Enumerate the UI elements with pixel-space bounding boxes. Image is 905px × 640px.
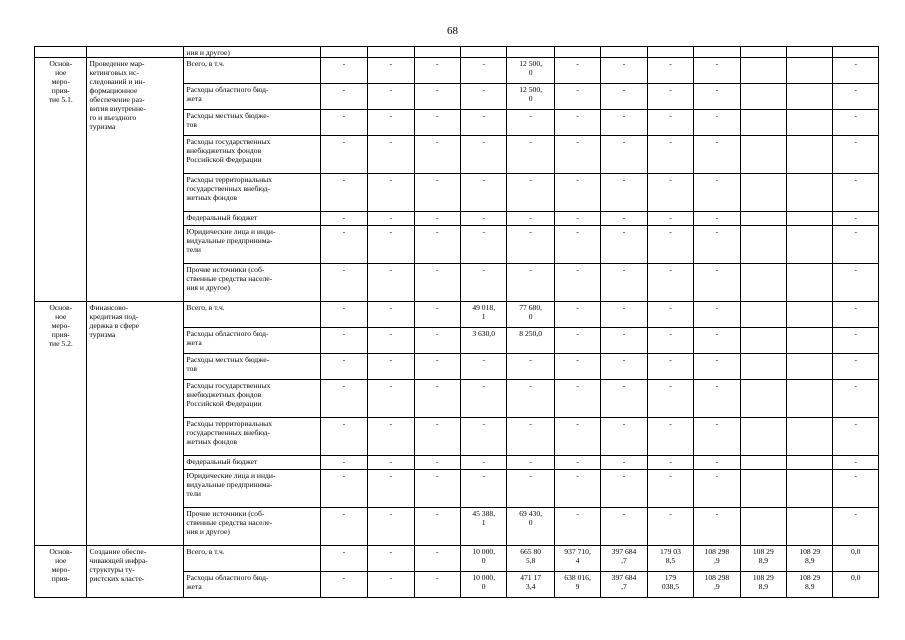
funding-source-cell: Расходы областного бюд- жета <box>184 84 320 110</box>
value-cell <box>740 456 786 470</box>
value-cell: 77 680, 0 <box>507 302 554 328</box>
value-cell: - <box>554 470 600 508</box>
value-cell <box>740 302 786 328</box>
value-cell: - <box>833 354 879 380</box>
value-cell: - <box>320 508 367 546</box>
funding-table-body <box>35 47 879 598</box>
value-cell: - <box>320 354 367 380</box>
funding-source-cell: Расходы областного бюд- жета <box>184 328 320 354</box>
value-cell: 108 298 ,9 <box>694 546 740 572</box>
value-cell: - <box>320 58 367 84</box>
value-cell: - <box>460 84 506 110</box>
value-cell: - <box>368 508 414 546</box>
value-cell: 179 038,5 <box>647 572 693 598</box>
value-cell: - <box>507 226 554 264</box>
value-cell: - <box>647 212 693 226</box>
value-cell: 69 430, 0 <box>507 508 554 546</box>
value-cell: - <box>554 328 600 354</box>
value-cell: - <box>368 380 414 418</box>
value-cell <box>787 456 833 470</box>
value-cell: - <box>368 418 414 456</box>
value-cell: - <box>414 470 460 508</box>
value-cell: - <box>368 212 414 226</box>
value-cell: - <box>694 328 740 354</box>
value-cell: - <box>554 380 600 418</box>
value-cell: - <box>694 212 740 226</box>
value-cell <box>740 354 786 380</box>
value-cell: - <box>601 226 647 264</box>
value-cell: - <box>833 136 879 174</box>
value-cell: - <box>694 110 740 136</box>
value-cell: - <box>601 302 647 328</box>
value-cell: - <box>414 572 460 598</box>
value-cell: - <box>320 418 367 456</box>
value-cell: - <box>368 110 414 136</box>
value-cell: - <box>833 470 879 508</box>
value-cell: - <box>414 302 460 328</box>
value-cell: - <box>368 174 414 212</box>
value-cell: - <box>694 136 740 174</box>
value-cell: - <box>601 470 647 508</box>
value-cell <box>740 264 786 302</box>
value-cell: - <box>647 380 693 418</box>
value-cell: - <box>554 174 600 212</box>
value-cell: - <box>460 470 506 508</box>
value-cell: - <box>320 328 367 354</box>
activity-name-cell: Создание обеспе- чивающей инфра- структуры ту- ристских класте- <box>87 546 184 598</box>
funding-source-cell: Всего, в т.ч. <box>184 546 320 572</box>
value-cell <box>787 470 833 508</box>
value-cell: - <box>833 508 879 546</box>
value-cell: 12 500, 0 <box>507 58 554 84</box>
funding-source-cell: Юридические лица и инди- видуальные предпринима- тели <box>184 470 320 508</box>
value-cell: - <box>554 84 600 110</box>
value-cell: - <box>368 264 414 302</box>
value-cell: - <box>320 110 367 136</box>
value-cell: - <box>601 264 647 302</box>
value-cell: - <box>414 328 460 354</box>
value-cell: - <box>833 174 879 212</box>
value-cell: - <box>320 572 367 598</box>
value-cell: - <box>554 354 600 380</box>
value-cell: - <box>833 328 879 354</box>
value-cell <box>787 264 833 302</box>
funding-table <box>34 46 879 598</box>
value-cell: - <box>554 212 600 226</box>
value-cell <box>740 136 786 174</box>
value-cell: - <box>833 456 879 470</box>
value-cell <box>787 110 833 136</box>
value-cell: - <box>833 264 879 302</box>
value-cell: - <box>507 110 554 136</box>
value-cell: - <box>647 470 693 508</box>
value-cell: 108 29 8,9 <box>740 546 786 572</box>
value-cell: - <box>554 226 600 264</box>
funding-source-cell: Расходы областного бюд- жета <box>184 572 320 598</box>
value-cell <box>787 354 833 380</box>
value-cell: - <box>601 174 647 212</box>
value-cell <box>787 328 833 354</box>
value-cell: - <box>460 110 506 136</box>
value-cell: - <box>647 174 693 212</box>
value-cell: - <box>507 380 554 418</box>
value-cell: - <box>601 212 647 226</box>
value-cell: - <box>460 212 506 226</box>
value-cell: - <box>647 58 693 84</box>
value-cell: - <box>460 354 506 380</box>
funding-source-cell: Прочие источники (соб- ственные средства населе- ния и другое) <box>184 264 320 302</box>
value-cell: - <box>601 58 647 84</box>
value-cell: - <box>601 456 647 470</box>
value-cell: 638 016, 9 <box>554 572 600 598</box>
value-cell: - <box>460 174 506 212</box>
table-row <box>35 546 879 572</box>
value-cell: - <box>368 328 414 354</box>
value-cell: 108 29 8,9 <box>787 572 833 598</box>
value-cell: - <box>554 264 600 302</box>
value-cell: - <box>647 226 693 264</box>
value-cell: - <box>647 110 693 136</box>
value-cell: - <box>368 226 414 264</box>
value-cell <box>787 136 833 174</box>
value-cell: - <box>414 264 460 302</box>
value-cell: - <box>647 456 693 470</box>
value-cell: - <box>833 302 879 328</box>
value-cell: 397 684 ,7 <box>601 572 647 598</box>
funding-source-cell: Прочие источники (соб- ственные средства населе- ния и другое) <box>184 508 320 546</box>
value-cell: - <box>414 110 460 136</box>
value-cell <box>740 84 786 110</box>
value-cell: - <box>601 110 647 136</box>
value-cell: - <box>414 354 460 380</box>
value-cell: - <box>601 508 647 546</box>
value-cell: - <box>414 380 460 418</box>
value-cell: 10 000, 0 <box>460 572 506 598</box>
value-cell: - <box>368 302 414 328</box>
value-cell: - <box>460 380 506 418</box>
value-cell: - <box>647 136 693 174</box>
value-cell: - <box>320 136 367 174</box>
value-cell: - <box>460 136 506 174</box>
value-cell: - <box>320 174 367 212</box>
funding-source-cell: Всего, в т.ч. <box>184 302 320 328</box>
value-cell <box>740 418 786 456</box>
value-cell: - <box>460 226 506 264</box>
value-cell: - <box>320 546 367 572</box>
value-cell: - <box>694 264 740 302</box>
value-cell: - <box>694 226 740 264</box>
value-cell: - <box>507 174 554 212</box>
value-cell: - <box>647 264 693 302</box>
value-cell: - <box>694 380 740 418</box>
value-cell: 937 710, 4 <box>554 546 600 572</box>
value-cell: - <box>647 354 693 380</box>
value-cell: - <box>460 418 506 456</box>
value-cell: - <box>414 418 460 456</box>
value-cell <box>787 418 833 456</box>
value-cell: 0,0 <box>833 546 879 572</box>
value-cell: - <box>647 418 693 456</box>
value-cell: - <box>647 328 693 354</box>
value-cell: - <box>368 84 414 110</box>
value-cell: - <box>368 58 414 84</box>
value-cell: - <box>601 328 647 354</box>
value-cell: - <box>507 212 554 226</box>
funding-source-cell: Расходы государственных внебюджетных фондов Российской Федерации <box>184 136 320 174</box>
value-cell: - <box>833 84 879 110</box>
value-cell: - <box>554 58 600 84</box>
funding-source-cell: Расходы территориальных государственных внебюд- жетных фондов <box>184 174 320 212</box>
activity-cell: Основ- ное меро- прия- <box>35 546 87 598</box>
value-cell: 12 500, 0 <box>507 84 554 110</box>
value-cell: - <box>460 264 506 302</box>
value-cell <box>740 380 786 418</box>
value-cell: - <box>694 508 740 546</box>
value-cell: - <box>414 546 460 572</box>
value-cell: - <box>414 84 460 110</box>
value-cell: - <box>368 456 414 470</box>
value-cell: - <box>601 354 647 380</box>
value-cell: 10 000, 0 <box>460 546 506 572</box>
value-cell <box>740 212 786 226</box>
value-cell: - <box>460 58 506 84</box>
value-cell: - <box>414 508 460 546</box>
value-cell: - <box>320 380 367 418</box>
funding-source-cell: Федеральный бюджет <box>184 212 320 226</box>
value-cell <box>787 380 833 418</box>
value-cell <box>787 174 833 212</box>
value-cell: - <box>320 226 367 264</box>
value-cell <box>740 58 786 84</box>
continuation-row <box>35 47 879 58</box>
value-cell: 3 630,0 <box>460 328 506 354</box>
value-cell: - <box>833 58 879 84</box>
value-cell: - <box>414 456 460 470</box>
value-cell: - <box>320 456 367 470</box>
value-cell: - <box>554 418 600 456</box>
value-cell: - <box>694 174 740 212</box>
value-cell <box>740 174 786 212</box>
table-row <box>35 302 879 328</box>
value-cell: - <box>554 110 600 136</box>
value-cell: 108 29 8,9 <box>787 546 833 572</box>
value-cell: - <box>554 136 600 174</box>
value-cell: - <box>694 470 740 508</box>
value-cell <box>740 328 786 354</box>
value-cell <box>787 212 833 226</box>
activity-name-cell: Финансово- кредитная под- держка в сфере туризма <box>87 302 184 546</box>
value-cell <box>787 58 833 84</box>
value-cell: - <box>833 226 879 264</box>
value-cell: - <box>320 84 367 110</box>
continuation-text: ния и другое) <box>184 47 320 58</box>
activity-cell: Основ- ное меро- прия- тие 5.2. <box>35 302 87 546</box>
value-cell: - <box>507 136 554 174</box>
value-cell: - <box>694 354 740 380</box>
value-cell: 49 018, 1 <box>460 302 506 328</box>
value-cell: - <box>647 508 693 546</box>
value-cell <box>740 508 786 546</box>
value-cell: - <box>414 174 460 212</box>
value-cell: 8 250,0 <box>507 328 554 354</box>
value-cell: - <box>833 418 879 456</box>
value-cell: 471 17 3,4 <box>507 572 554 598</box>
value-cell: - <box>507 456 554 470</box>
value-cell: - <box>320 302 367 328</box>
activity-name-cell: Проведение мар- кетинговых ис- следований и ин- формационное обеспечение раз- вития внутренне- го и въездного туризма <box>87 58 184 302</box>
value-cell: - <box>833 110 879 136</box>
value-cell: 665 80 5,8 <box>507 546 554 572</box>
value-cell: - <box>601 84 647 110</box>
value-cell: - <box>460 456 506 470</box>
value-cell: - <box>368 470 414 508</box>
value-cell: - <box>414 136 460 174</box>
value-cell: - <box>320 470 367 508</box>
value-cell <box>787 508 833 546</box>
value-cell: - <box>507 264 554 302</box>
value-cell: 0,0 <box>833 572 879 598</box>
value-cell: - <box>694 456 740 470</box>
value-cell: - <box>694 418 740 456</box>
value-cell: - <box>368 546 414 572</box>
value-cell: 45 388, 1 <box>460 508 506 546</box>
value-cell: - <box>507 354 554 380</box>
value-cell: - <box>694 84 740 110</box>
value-cell: - <box>368 354 414 380</box>
value-cell <box>740 470 786 508</box>
value-cell: - <box>368 136 414 174</box>
value-cell: - <box>647 302 693 328</box>
value-cell: - <box>833 212 879 226</box>
funding-source-cell: Федеральный бюджет <box>184 456 320 470</box>
value-cell: - <box>414 226 460 264</box>
activity-cell: Основ- ное меро- прия- тие 5.1. <box>35 58 87 302</box>
value-cell: - <box>320 212 367 226</box>
value-cell: - <box>554 302 600 328</box>
value-cell: 397 684 ,7 <box>601 546 647 572</box>
value-cell: - <box>601 418 647 456</box>
value-cell: - <box>414 58 460 84</box>
value-cell: - <box>414 212 460 226</box>
funding-source-cell: Расходы государственных внебюджетных фондов Российской Федерации <box>184 380 320 418</box>
value-cell: - <box>507 418 554 456</box>
value-cell: 179 03 8,5 <box>647 546 693 572</box>
value-cell <box>740 226 786 264</box>
value-cell: - <box>507 470 554 508</box>
funding-source-cell: Расходы территориальных государственных внебюд- жетных фондов <box>184 418 320 456</box>
value-cell <box>787 226 833 264</box>
value-cell <box>787 84 833 110</box>
funding-source-cell: Всего, в т.ч. <box>184 58 320 84</box>
value-cell <box>740 110 786 136</box>
value-cell: - <box>694 302 740 328</box>
value-cell: - <box>554 508 600 546</box>
value-cell: - <box>368 572 414 598</box>
funding-source-cell: Юридические лица и инди- видуальные предпринима- тели <box>184 226 320 264</box>
value-cell: 108 29 8,9 <box>740 572 786 598</box>
value-cell: - <box>601 380 647 418</box>
value-cell: - <box>554 456 600 470</box>
page-number: 68 <box>447 25 458 37</box>
funding-source-cell: Расходы местных бюдже- тов <box>184 110 320 136</box>
value-cell: - <box>833 380 879 418</box>
value-cell <box>787 302 833 328</box>
value-cell: - <box>320 264 367 302</box>
value-cell: - <box>694 58 740 84</box>
value-cell: - <box>601 136 647 174</box>
funding-source-cell: Расходы местных бюдже- тов <box>184 354 320 380</box>
value-cell: 108 298 ,9 <box>694 572 740 598</box>
table-row <box>35 58 879 84</box>
value-cell: - <box>647 84 693 110</box>
